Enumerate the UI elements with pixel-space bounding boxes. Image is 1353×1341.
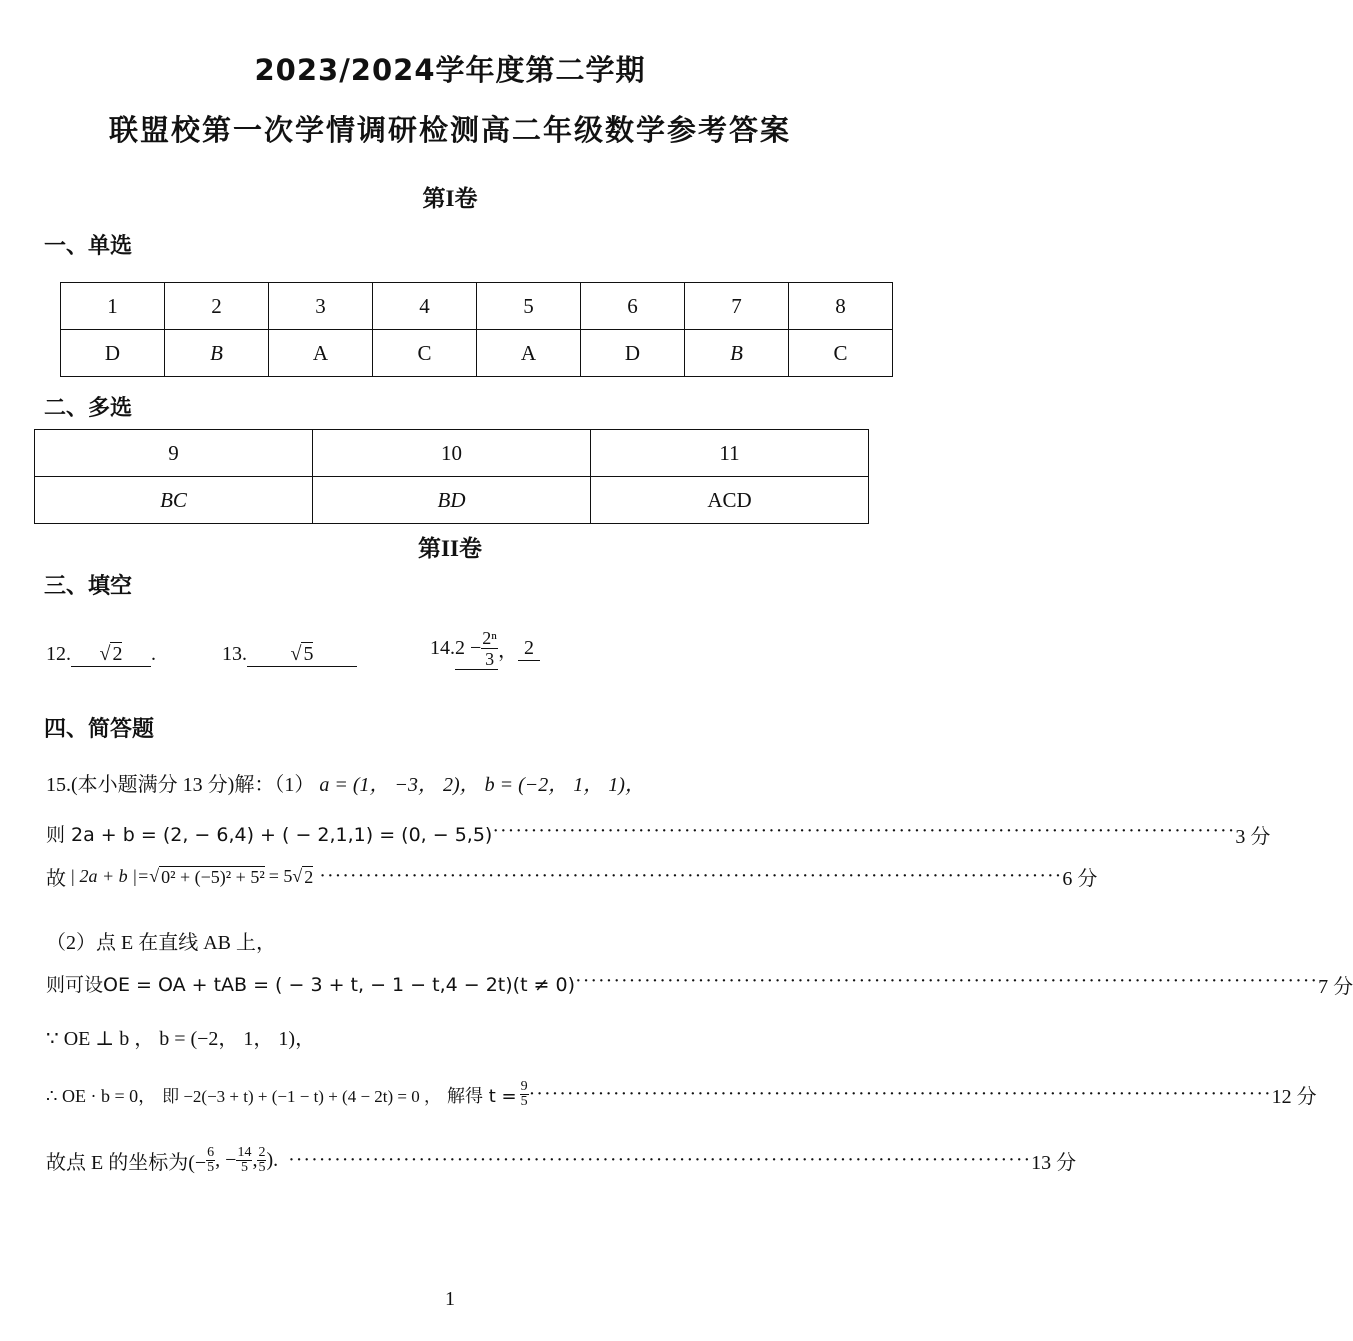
q12-value: 2 [112,643,123,665]
leader-dots: ································································································· [319,865,1063,887]
leader-dots: ································································································· [492,820,1236,842]
step-5-score: 12 分 [1271,1086,1317,1108]
step-3 [46,970,1353,999]
title-line-2: 联盟校第一次学情调研检测高二年级数学参考答案 [108,113,791,147]
step-6 [46,1145,1077,1175]
separator: , [252,1149,258,1171]
q14-prefix: 2 − [455,637,482,659]
q14-numerator: 2ⁿ [482,628,497,648]
q15-intro-text: 15.(本小题满分 13 分)解：（1） [46,774,315,796]
step-4: ∵ OE ⊥ b ， b = (−2， 1， 1)， [46,1028,316,1050]
step-2: 故 | 2a + b |= √ 0² + (−5)² + 5² = 5 √ 2 ································································································· 6 分 [46,862,776,891]
q13-answer [222,642,357,667]
table-row [61,330,893,377]
table-row [35,430,869,477]
table-cell: A [269,330,373,377]
section-multi-choice-heading: 二、多选 [44,396,133,421]
step-3-score: 7 分 [1318,976,1353,998]
leader-dots: ································································································· [575,970,1319,992]
step-1-score: 3 分 [1235,826,1271,848]
table-cell: 7 [685,283,789,330]
step-5-solve: 解得 t = [447,1085,517,1107]
table-cell: 4 [373,283,477,330]
step-5-fraction [520,1080,529,1109]
table-cell: 9 [35,430,313,477]
q12-label: 12. [46,643,71,665]
q13-label: 13. [222,643,247,665]
table-cell: D [581,330,685,377]
q12-blank: √ 2 [71,642,151,667]
single-choice-table [60,282,893,377]
step-1-text: 则 2a + b = (2, − 6,4) + ( − 2,1,1) = (0, − 5,5) [46,824,493,846]
part-2-intro: （2）点 E 在直线 AB 上， [46,932,276,954]
table-cell: BD [313,477,591,524]
volume-1-heading: 第I卷 [422,186,478,211]
table-cell: 6 [581,283,685,330]
q13-blank: √ 5 [247,642,357,667]
step-2-result: = 5 [268,866,293,886]
volume-2-heading: 第II卷 [418,536,482,561]
numerator: 9 [520,1079,528,1094]
vector-a: a = (1， −3， 2)， [319,774,480,796]
section-short-answer-heading: 四、简答题 [44,717,155,742]
step-6-score: 13 分 [1031,1152,1077,1174]
q15-intro [46,768,645,797]
q14-label: 14. [430,637,455,659]
step-2-expr: | 2a + b |= [70,866,150,886]
coord-y-fraction [236,1146,252,1175]
q14-blank-2: 2 [518,637,540,661]
section-single-choice-heading: 一、单选 [44,234,133,259]
numerator: 14 [237,1145,252,1160]
denominator: 5 [258,1160,266,1175]
title-line-1: 2023/2024学年度第二学期 [254,53,646,87]
table-cell: ACD [591,477,869,524]
numerator: 6 [207,1145,215,1160]
multi-choice-table [34,429,869,524]
q14-blank-1 [455,628,498,670]
table-cell: 11 [591,430,869,477]
leader-dots: ································································································· [288,1149,1032,1171]
table-cell: 1 [61,283,165,330]
table-cell: 8 [789,283,893,330]
denominator: 5 [240,1160,248,1175]
step-5-condition: ∴ OE · b = 0， [46,1085,157,1106]
table-cell: B [165,330,269,377]
table-cell: BC [35,477,313,524]
table-cell: B [685,330,789,377]
table-cell: C [373,330,477,377]
coord-z-fraction [257,1146,266,1175]
step-2-prefix: 故 [46,868,66,890]
table-cell: C [789,330,893,377]
page-number: 1 [445,1288,455,1310]
q12-answer: 12. √ 2 . [46,643,156,665]
coord-x-fraction [206,1146,215,1175]
separator: , − [215,1149,237,1171]
step-2-radicand: 0² + (−5)² + 5² [161,866,265,887]
q14-fraction [481,628,498,669]
step-2-result-root: 2 [304,866,314,887]
step-5 [46,1079,1317,1109]
table-cell: 3 [269,283,373,330]
denominator: 5 [520,1094,528,1109]
table-cell: 10 [313,430,591,477]
table-cell: 2 [165,283,269,330]
table-row [35,477,869,524]
table-cell: 5 [477,283,581,330]
numerator: 2 [258,1145,266,1160]
step-3-text: 则可设OE = OA + tAB = ( − 3 + t, − 1 − t,4 − 2t)(t ≠ 0) [46,974,576,996]
table-cell: A [477,330,581,377]
step-6-prefix: 故点 E 的坐标为(− [46,1152,207,1174]
section-fill-blank-heading: 三、填空 [44,574,133,599]
q13-value: 5 [303,643,314,665]
step-2-score: 6 分 [1062,868,1098,890]
step-1 [46,820,1271,849]
q14-denominator: 3 [485,649,495,669]
denominator: 5 [207,1160,215,1175]
vector-b: b = (−2， 1， 1)， [484,774,645,796]
q14-answer: 14.2 − $\frac{\text{2ⁿ}}{3}$ ， 2 [430,628,540,670]
leader-dots: ································································································· [528,1083,1272,1105]
step-5-equation: 即 −2(−3 + t) + (−1 − t) + (4 − 2t) = 0 ， [162,1087,442,1106]
table-cell: D [61,330,165,377]
table-row [61,283,893,330]
closing: ). [266,1149,279,1171]
